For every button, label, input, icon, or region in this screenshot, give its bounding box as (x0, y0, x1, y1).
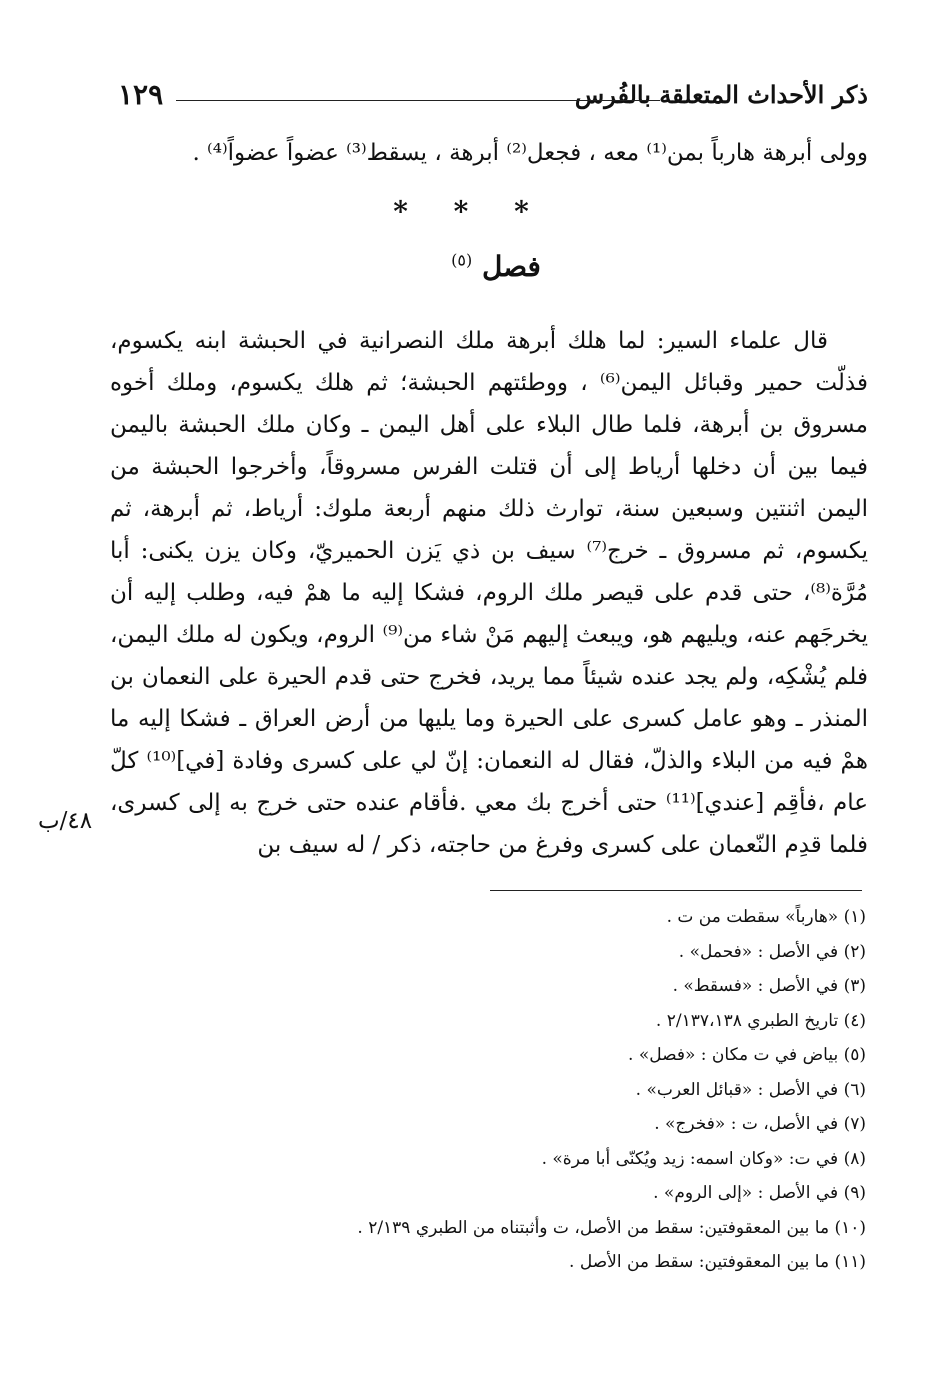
footnote: (٦) في الأصل : «قبائل العرب» . (635, 1079, 866, 1100)
footnote: (٤) تاريخ الطبري ٢/١٣٧،١٣٨ . (655, 1010, 866, 1031)
footnote: (١٠) ما بين المعقوفتين: سقط من الأصل، ت وأثبتناه من الطبري ٢/١٣٩ . (357, 1217, 866, 1238)
section-heading-text: فصل (481, 250, 541, 283)
footnote: (٥) بياض في ت مكان : «فصل» . (628, 1045, 866, 1065)
manuscript-folio-note: ٤٨/ب (38, 808, 93, 834)
header-title: ذكر الأحداث المتعلقة بالفُرس (574, 80, 868, 109)
footnote: (١) «هارباً» سقطت من ت . (666, 907, 866, 927)
page-number: ١٢٩ (118, 78, 164, 111)
footnote: (٣) في الأصل : «فسقط» . (672, 976, 866, 996)
main-paragraph: قال علماء السير: لما هلك أبرهة ملك النصرانية في الحبشة ابنه يكسوم، فذلّت حمير وقبائل اليمن⁽⁶⁾ ، ووطئتهم الحبشة؛ ثم هلك يكسوم، وملك أخوه مسروق بن أبرهة، فلما طال البلاء على أهل اليمن ـ وكان ملك الحبشة باليمن فيما بين أن دخلها أرياط إلى أن قتلت الفرس مسروقاً، وأخرجوا الحبشة من اليمن اثنتين وسبعين سنة، توارث ذلك منهم أربعة ملوك: أرياط، ثم أبرهة، ثم يكسوم، ثم مسروق ـ خرج⁽⁷⁾ سيف بن ذي يَزن الحميريّ، وكان يزن يكنى: أبا مُرَّة⁽⁸⁾، حتى قدم على قيصر ملك الروم، فشكا إليه ما همْ فيه، وطلب إليه أن يخرجَهم عنه، ويليهم هو، ويبعث إليهم مَنْ شاء من⁽⁹⁾ الروم، ويكون له ملك اليمن، فلم يُشْكِه، ولم يجد عنده شيئاً مما يريد، فخرج حتى قدم الحيرة على النعمان بن المنذر ـ وهو عامل كسرى على الحيرة وما يليها من أرض العراق ـ فشكا إليه ما همْ فيه من البلاء والذلّ، فقال له النعمان: إنّ لي على كسرى وفادة [في]⁽¹⁰⁾ كلّ عام ،فأقِم [عندي]⁽¹¹⁾ حتى أخرج بك معي .فأقام عنده حتى خرج به إلى كسرى، فلما قدِم النّعمان على كسرى وفرغ من حاجته، ذكر / له سيف بن (110, 328, 869, 858)
footnote: (٨) في ت: «وكان اسمه: زيد ويُكنّى أبا مرة» . (541, 1148, 866, 1169)
footnote: (٧) في الأصل، ت : «فخرج» . (654, 1114, 866, 1134)
section-separator: * * * (393, 195, 547, 228)
footnote: (٩) في الأصل : «إلى الروم» . (653, 1183, 866, 1203)
footnotes (306, 900, 866, 1280)
footnote-rule (490, 890, 862, 891)
section-heading-note-mark: (٥) (451, 250, 473, 270)
footnote: (١١) ما بين المعقوفتين: سقط من الأصل . (569, 1252, 866, 1272)
header-rule (176, 100, 660, 101)
opening-line: وولى أبرهة هارباً بمن⁽¹⁾ معه ، فجعل⁽²⁾ أبرهة ، يسقط⁽³⁾ عضواً عضواً⁽⁴⁾ . (192, 140, 868, 166)
running-header (118, 78, 868, 118)
footnote: (٢) في الأصل : «فحمل» . (678, 941, 866, 962)
section-heading (0, 250, 940, 283)
